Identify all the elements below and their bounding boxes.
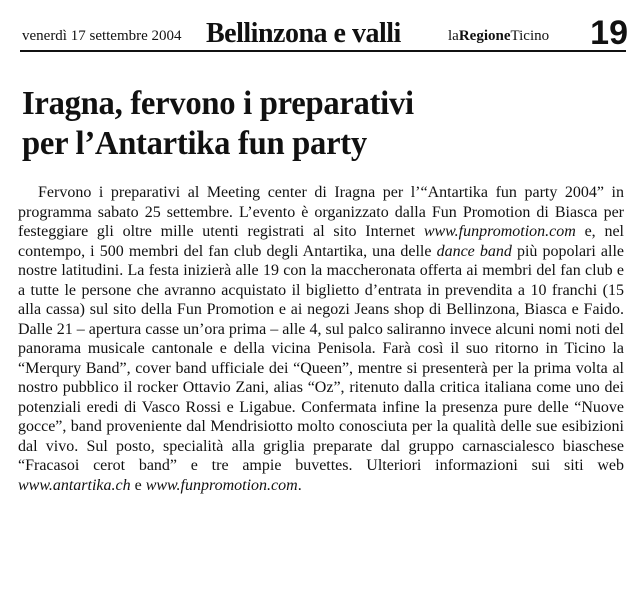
body-text: più popolari alle nostre latitudini. La festa inizierà alle 19 con la maccheronata offerta ai membri del fan club e a tutte le persone che avranno acquistato il biglietto d’entrata in prevendita a 10 franchi (15 alla cassa) sul sito della Fun Promotion e ai negozi Jeans shop di Bellinzona, Biasca e Faido. Dalle 21 – apertura casse un’ora prima – alle 4, sul palco saliranno invece alcuni nomi noti del panorama musicale cantonale e della vicina Penisola. Farà così il suo ritorno in Ticino la “Merqury Band”, cover band ufficiale dei “Queen”, mentre si presenterà per la prima volta al nostro pubblico il rocker Ottavio Zani, alias “Oz”, ritenuto dalla critica italiana come uno dei potenziali eredi di Vasco Rossi e Ligabue. Confermata infine la presenza pure delle “Nuove gocce”, band proveniente dal Mendrisiotto molto conosciuta per la qualità delle sue esibizioni dal vivo. Sul posto, specialità alla griglia preparate dal gruppo carnascialesco biaschese “Fracasoi cerot band” e tre ampie buvettes. Ulteriori informazioni sui siti web	[18, 242, 625, 474]
body-text: Fervono i preparativi al Meeting center di Iragna per l’“Antartika fun party 2004” in programma sabato 25 settembre. L’evento è organizzato dalla Fun Promotion di Biasca per festeggiare gli oltre mille utenti registrati al sito Internet	[18, 184, 624, 240]
url-antartika: www.antartika.ch	[18, 476, 131, 494]
page-number: 19	[590, 14, 628, 52]
headline-line: Iragna, fervono i preparativi	[22, 85, 414, 122]
newspaper-name-suffix: Ticino	[510, 28, 550, 44]
article-body	[18, 183, 624, 495]
publication-date: venerdì 17 settembre 2004	[22, 28, 182, 44]
page-header	[22, 14, 628, 52]
body-text: e	[130, 476, 146, 494]
body-text: .	[297, 476, 302, 494]
article-paragraph	[18, 183, 624, 495]
newspaper-name-prefix: la	[448, 28, 459, 44]
newspaper-name	[448, 28, 549, 45]
headline-line: per l’Antartika fun party	[22, 125, 367, 162]
url-funpromotion: www.funpromotion.com	[423, 223, 576, 240]
term-dance-band: dance band	[436, 242, 512, 260]
header-rule	[20, 50, 626, 52]
url-funpromotion-2: www.funpromotion.com	[145, 476, 298, 494]
body-text: e, nel contempo, i 500 membri del fan club degli Antartika, una delle	[18, 223, 624, 260]
section-title: Bellinzona e valli	[206, 18, 401, 49]
article-headline	[22, 84, 560, 164]
newspaper-name-main: Regione	[458, 28, 511, 44]
